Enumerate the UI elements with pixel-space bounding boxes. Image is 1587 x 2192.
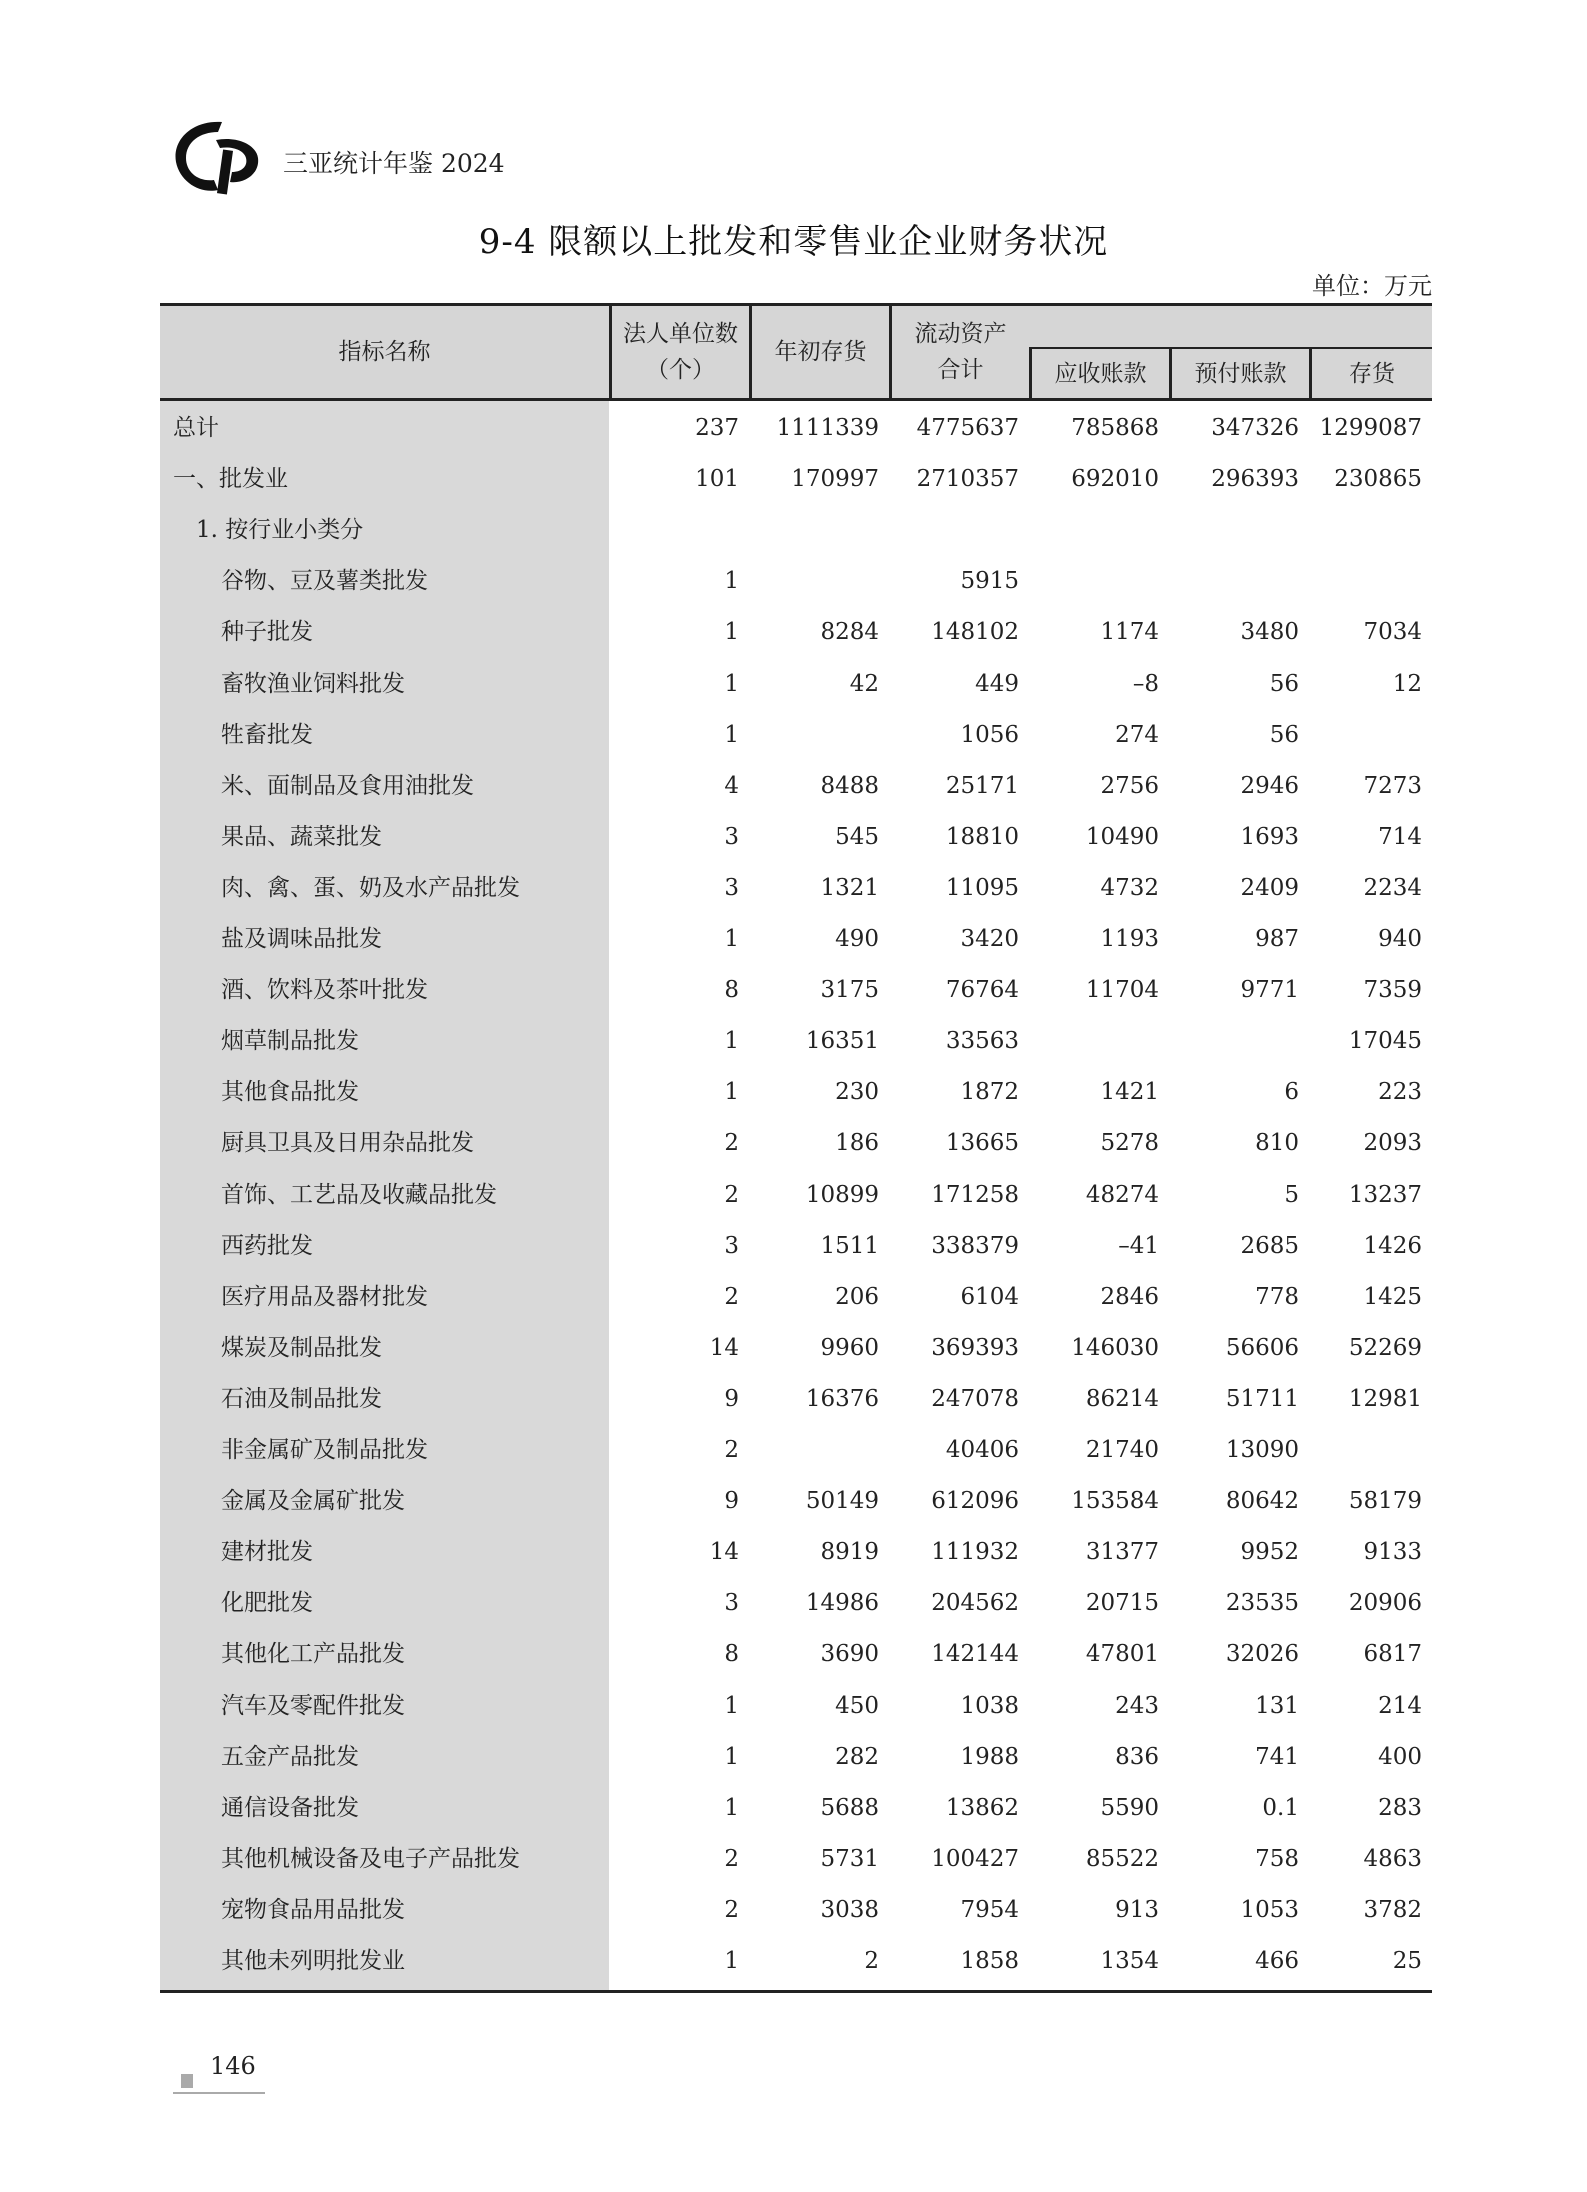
row-value: 282 — [835, 1743, 879, 1770]
row-label: 宠物食品用品批发 — [221, 1896, 405, 1923]
row-value: 13665 — [945, 1130, 1019, 1157]
header-current-assets-span — [1029, 306, 1432, 347]
row-value: 33563 — [945, 1028, 1019, 1055]
row-value — [1029, 505, 1159, 556]
row-value: 2 — [724, 1437, 739, 1463]
row-value — [749, 710, 879, 761]
row-value — [609, 505, 739, 556]
row-label: 其他机械设备及电子产品批发 — [221, 1845, 520, 1872]
row-value: 12981 — [1348, 1385, 1422, 1412]
table-row — [160, 761, 1432, 812]
row-value: 778 — [1255, 1283, 1299, 1310]
row-value: 8 — [724, 1641, 739, 1668]
header-current-assets-line2: 合计 — [937, 357, 984, 383]
row-value: 11704 — [1085, 977, 1159, 1004]
table-row — [160, 1272, 1432, 1323]
row-value — [1309, 1425, 1422, 1476]
row-value: 204562 — [931, 1590, 1019, 1617]
row-label: 总计 — [173, 415, 219, 441]
row-value: 2 — [724, 1130, 739, 1157]
row-value: 1 — [724, 670, 739, 697]
row-value: 153584 — [1071, 1488, 1159, 1515]
row-label: 其他化工产品批发 — [221, 1641, 405, 1668]
table-row — [160, 1476, 1432, 1527]
table-row — [160, 1783, 1432, 1834]
row-value: 1299087 — [1319, 415, 1422, 441]
row-value: 3690 — [820, 1641, 879, 1668]
header-name — [160, 306, 609, 398]
table-row — [160, 1067, 1432, 1118]
row-value: 714 — [1378, 823, 1422, 850]
header-subrule — [1029, 347, 1432, 349]
row-value — [749, 1425, 879, 1476]
row-value: 1193 — [1100, 926, 1159, 952]
row-value: 5590 — [1100, 1794, 1159, 1821]
row-value: 10490 — [1085, 823, 1159, 850]
row-label: 医疗用品及器材批发 — [221, 1283, 428, 1310]
row-value: 13237 — [1348, 1181, 1422, 1208]
row-value: 5731 — [820, 1845, 879, 1872]
row-label: 烟草制品批发 — [221, 1028, 359, 1055]
row-value: 23535 — [1225, 1590, 1299, 1617]
row-label: 其他食品批发 — [221, 1079, 359, 1106]
row-label: 西药批发 — [221, 1232, 313, 1259]
row-value: 1038 — [960, 1692, 1019, 1719]
row-value: 1421 — [1100, 1079, 1159, 1106]
table-row — [160, 1681, 1432, 1732]
row-value: 1 — [724, 1948, 739, 1974]
row-label: 酒、饮料及茶叶批发 — [221, 977, 428, 1004]
table-row — [160, 1936, 1432, 1987]
row-value: 214 — [1378, 1692, 1422, 1719]
table-row — [160, 505, 1432, 556]
table-row — [160, 1834, 1432, 1885]
row-label: 米、面制品及食用油批发 — [221, 772, 474, 799]
row-value: 20715 — [1085, 1590, 1159, 1617]
row-value: 1511 — [820, 1232, 879, 1259]
row-label: 一、批发业 — [173, 466, 288, 493]
unit-label: 单位：万元 — [1312, 272, 1432, 300]
table-row — [160, 965, 1432, 1016]
header-prepayments-label: 预付账款 — [1194, 360, 1287, 387]
row-value: 449 — [975, 670, 1019, 697]
row-value: 913 — [1115, 1896, 1159, 1923]
row-value: 101 — [695, 466, 739, 493]
table-row — [160, 1885, 1432, 1936]
row-value: 3 — [724, 874, 739, 901]
row-value: 612096 — [931, 1488, 1019, 1515]
row-value: –41 — [1118, 1232, 1159, 1259]
row-value: 1056 — [960, 721, 1019, 748]
row-value: 12 — [1392, 670, 1422, 697]
row-value: 1858 — [960, 1948, 1019, 1974]
row-value: 758 — [1255, 1845, 1299, 1872]
row-label: 其他未列明批发业 — [221, 1948, 405, 1974]
row-label: 首饰、工艺品及收藏品批发 — [221, 1181, 497, 1208]
table-row — [160, 659, 1432, 710]
row-value — [749, 556, 879, 607]
row-value: 1426 — [1363, 1232, 1422, 1259]
row-value: 47801 — [1085, 1641, 1159, 1668]
row-value: 7034 — [1363, 619, 1422, 646]
header-opening-inventory — [752, 306, 889, 398]
row-value: 13090 — [1225, 1437, 1299, 1463]
header-receivables-label: 应收账款 — [1054, 360, 1147, 387]
row-value: 2093 — [1363, 1130, 1422, 1157]
row-value: 4775637 — [916, 415, 1019, 441]
table-row — [160, 1425, 1432, 1476]
row-value: 17045 — [1348, 1028, 1422, 1055]
table-row — [160, 1016, 1432, 1067]
row-value: 810 — [1255, 1130, 1299, 1157]
header-prepayments — [1172, 349, 1309, 398]
header-units-line2: （个） — [646, 357, 715, 383]
row-value: 13862 — [945, 1794, 1019, 1821]
row-value: 80642 — [1225, 1488, 1299, 1515]
row-value: 131 — [1255, 1692, 1299, 1719]
table-row — [160, 1170, 1432, 1221]
row-label: 谷物、豆及薯类批发 — [221, 568, 428, 595]
row-value: 5 — [1284, 1181, 1299, 1208]
row-label: 煤炭及制品批发 — [221, 1334, 382, 1361]
row-value — [889, 505, 1019, 556]
row-value: 4732 — [1100, 874, 1159, 901]
row-value: 10899 — [805, 1181, 879, 1208]
header-divider — [749, 306, 752, 398]
row-value: 230 — [835, 1079, 879, 1106]
row-value: 836 — [1115, 1743, 1159, 1770]
row-value: 31377 — [1085, 1539, 1159, 1566]
row-value: 450 — [835, 1692, 879, 1719]
row-value — [1309, 505, 1422, 556]
row-value: 18810 — [945, 823, 1019, 850]
header-units — [612, 306, 749, 398]
table-row — [160, 1732, 1432, 1783]
row-value: 1872 — [960, 1079, 1019, 1106]
row-value: 42 — [849, 670, 879, 697]
row-value: 56 — [1269, 670, 1299, 697]
table-row — [160, 403, 1432, 454]
row-value: 1 — [724, 568, 739, 595]
row-label: 果品、蔬菜批发 — [221, 823, 382, 850]
header-divider — [1309, 347, 1312, 398]
row-value: 14 — [709, 1539, 739, 1566]
row-value: 3480 — [1240, 619, 1299, 646]
row-value: 741 — [1255, 1743, 1299, 1770]
row-value: 237 — [695, 415, 739, 441]
row-value: 8919 — [820, 1539, 879, 1566]
row-value: 1 — [724, 1028, 739, 1055]
header-divider — [1169, 347, 1172, 398]
row-value: 2846 — [1100, 1283, 1159, 1310]
row-label: 汽车及零配件批发 — [221, 1692, 405, 1719]
row-value: 3175 — [820, 977, 879, 1004]
row-value — [1029, 556, 1159, 607]
row-value: 5915 — [960, 568, 1019, 595]
row-value: 1354 — [1100, 1948, 1159, 1974]
row-value: 146030 — [1071, 1334, 1159, 1361]
row-value: 16376 — [805, 1385, 879, 1412]
row-label: 畜牧渔业饲料批发 — [221, 670, 405, 697]
row-value: 4 — [724, 772, 739, 799]
row-value: 466 — [1255, 1948, 1299, 1974]
table-row — [160, 1527, 1432, 1578]
row-value: 8 — [724, 977, 739, 1004]
row-value: 25171 — [945, 772, 1019, 799]
book-title: 三亚统计年鉴 2024 — [283, 149, 505, 178]
row-value: 2 — [724, 1181, 739, 1208]
header-current-assets-line1: 流动资产 — [914, 321, 1007, 347]
row-value: 1 — [724, 1692, 739, 1719]
row-value: 86214 — [1085, 1385, 1159, 1412]
row-value: 58179 — [1348, 1488, 1422, 1515]
row-label: 肉、禽、蛋、奶及水产品批发 — [221, 874, 520, 901]
row-value: 56 — [1269, 721, 1299, 748]
row-value: 347326 — [1211, 415, 1299, 441]
row-value: 2 — [724, 1845, 739, 1872]
row-value: 0.1 — [1262, 1794, 1299, 1821]
table-row — [160, 1221, 1432, 1272]
row-label: 厨具卫具及日用杂品批发 — [221, 1130, 474, 1157]
row-value: 3 — [724, 1232, 739, 1259]
row-value: 1 — [724, 619, 739, 646]
row-value: 9952 — [1240, 1539, 1299, 1566]
row-value: 7359 — [1363, 977, 1422, 1004]
row-label: 通信设备批发 — [221, 1794, 359, 1821]
row-value: 1111339 — [776, 415, 879, 441]
table-header — [160, 306, 1432, 398]
row-value: 76764 — [945, 977, 1019, 1004]
row-value: 1 — [724, 721, 739, 748]
header-inventory — [1312, 349, 1432, 398]
row-value: 2685 — [1240, 1232, 1299, 1259]
row-value — [749, 505, 879, 556]
row-value: 32026 — [1225, 1641, 1299, 1668]
row-value — [1169, 1016, 1299, 1067]
row-value: 9 — [724, 1385, 739, 1412]
row-value: 9133 — [1363, 1539, 1422, 1566]
row-value: 9960 — [820, 1334, 879, 1361]
table-row — [160, 812, 1432, 863]
row-value: 48274 — [1085, 1181, 1159, 1208]
page-marker — [181, 2074, 193, 2088]
row-value: 1425 — [1363, 1283, 1422, 1310]
row-value: 1321 — [820, 874, 879, 901]
row-value — [1169, 505, 1299, 556]
row-value: 3038 — [820, 1896, 879, 1923]
row-value: 148102 — [931, 619, 1019, 646]
row-label: 五金产品批发 — [221, 1743, 359, 1770]
table-row — [160, 1323, 1432, 1374]
row-value: 223 — [1378, 1079, 1422, 1106]
row-value: 206 — [835, 1283, 879, 1310]
row-value: 1 — [724, 1079, 739, 1106]
row-value: 785868 — [1071, 415, 1159, 441]
row-value: 283 — [1378, 1794, 1422, 1821]
header-divider — [1029, 347, 1032, 398]
row-value: 338379 — [931, 1232, 1019, 1259]
row-value — [1169, 556, 1299, 607]
row-value: 40406 — [945, 1437, 1019, 1463]
row-value: 2 — [724, 1283, 739, 1310]
row-value: 2946 — [1240, 772, 1299, 799]
row-value: 186 — [835, 1130, 879, 1157]
header-divider — [609, 306, 612, 398]
row-value: 545 — [835, 823, 879, 850]
row-value: 2710357 — [916, 466, 1019, 493]
row-value: 8284 — [820, 619, 879, 646]
row-value: 1988 — [960, 1743, 1019, 1770]
row-value: 3782 — [1363, 1896, 1422, 1923]
table-title: 9-4 限额以上批发和零售业企业财务状况 — [478, 222, 1109, 262]
row-value: 25 — [1392, 1948, 1422, 1974]
table-row — [160, 454, 1432, 505]
row-value: 243 — [1115, 1692, 1159, 1719]
row-value: 111932 — [931, 1539, 1019, 1566]
row-value: 20906 — [1348, 1590, 1422, 1617]
row-value — [1309, 710, 1422, 761]
row-value: 85522 — [1085, 1845, 1159, 1872]
row-value: 2 — [864, 1948, 879, 1974]
row-value: 11095 — [945, 874, 1019, 901]
header-divider — [889, 306, 892, 398]
table-row — [160, 710, 1432, 761]
header-receivables — [1032, 349, 1169, 398]
row-value: 2409 — [1240, 874, 1299, 901]
row-value: 21740 — [1085, 1437, 1159, 1463]
row-value: 5278 — [1100, 1130, 1159, 1157]
row-value: 6104 — [960, 1283, 1019, 1310]
page-number-rule — [173, 2092, 265, 2094]
row-value: 3420 — [960, 926, 1019, 952]
row-label: 非金属矿及制品批发 — [221, 1437, 428, 1463]
row-value: 52269 — [1348, 1334, 1422, 1361]
table-row — [160, 556, 1432, 607]
row-value: 1693 — [1240, 823, 1299, 850]
row-value: 3 — [724, 823, 739, 850]
row-value: 7273 — [1363, 772, 1422, 799]
row-value: 14 — [709, 1334, 739, 1361]
row-value: 274 — [1115, 721, 1159, 748]
row-value: 56606 — [1225, 1334, 1299, 1361]
row-value: 230865 — [1334, 466, 1422, 493]
row-value: 5688 — [820, 1794, 879, 1821]
page-number: 146 — [210, 2052, 256, 2080]
row-value: 490 — [835, 926, 879, 952]
header-units-line1: 法人单位数 — [623, 321, 738, 347]
row-value: 8488 — [820, 772, 879, 799]
row-value — [1309, 556, 1422, 607]
row-label: 建材批发 — [221, 1539, 313, 1566]
row-value: 1 — [724, 926, 739, 952]
row-label: 化肥批发 — [221, 1590, 313, 1617]
header-current-assets — [892, 306, 1029, 398]
row-value: 3 — [724, 1590, 739, 1617]
table-row — [160, 1578, 1432, 1629]
row-label: 盐及调味品批发 — [221, 926, 382, 952]
header-inventory-label: 存货 — [1349, 360, 1395, 387]
row-label: 石油及制品批发 — [221, 1385, 382, 1412]
row-value: 2756 — [1100, 772, 1159, 799]
row-value: 1053 — [1240, 1896, 1299, 1923]
row-value: 400 — [1378, 1743, 1422, 1770]
row-value: 171258 — [931, 1181, 1019, 1208]
row-value: 4863 — [1363, 1845, 1422, 1872]
row-value: 16351 — [805, 1028, 879, 1055]
row-label: 牲畜批发 — [221, 721, 313, 748]
row-value: 142144 — [931, 1641, 1019, 1668]
row-value: 2 — [724, 1896, 739, 1923]
row-label: 种子批发 — [221, 619, 313, 646]
row-value: 50149 — [805, 1488, 879, 1515]
row-value: 6817 — [1363, 1641, 1422, 1668]
row-value: 9 — [724, 1488, 739, 1515]
header-opening-inventory-label: 年初存货 — [774, 339, 867, 365]
row-value: 6 — [1284, 1079, 1299, 1106]
row-value: 100427 — [931, 1845, 1019, 1872]
row-value: 1 — [724, 1794, 739, 1821]
row-value: 987 — [1255, 926, 1299, 952]
row-value: 51711 — [1225, 1385, 1299, 1412]
row-value: 247078 — [931, 1385, 1019, 1412]
row-label: 1. 按行业小类分 — [196, 517, 364, 544]
row-value: –8 — [1132, 670, 1159, 697]
row-value: 14986 — [805, 1590, 879, 1617]
row-value: 1 — [724, 1743, 739, 1770]
row-value: 7954 — [960, 1896, 1019, 1923]
table-row — [160, 607, 1432, 658]
row-value: 170997 — [791, 466, 879, 493]
row-value: 940 — [1378, 926, 1422, 952]
row-value: 2234 — [1363, 874, 1422, 901]
yearbook-logo — [170, 118, 262, 198]
table-bottom-rule — [160, 1990, 1432, 1993]
row-value: 692010 — [1071, 466, 1159, 493]
table-row — [160, 1374, 1432, 1425]
table-row — [160, 863, 1432, 914]
row-value: 369393 — [931, 1334, 1019, 1361]
row-value — [1029, 1016, 1159, 1067]
table-row — [160, 1118, 1432, 1169]
row-value: 296393 — [1211, 466, 1299, 493]
header-name-label: 指标名称 — [338, 339, 431, 365]
row-label: 金属及金属矿批发 — [221, 1488, 405, 1515]
row-value: 9771 — [1240, 977, 1299, 1004]
row-value: 1174 — [1100, 619, 1159, 646]
table-row — [160, 914, 1432, 965]
table-row — [160, 1629, 1432, 1680]
